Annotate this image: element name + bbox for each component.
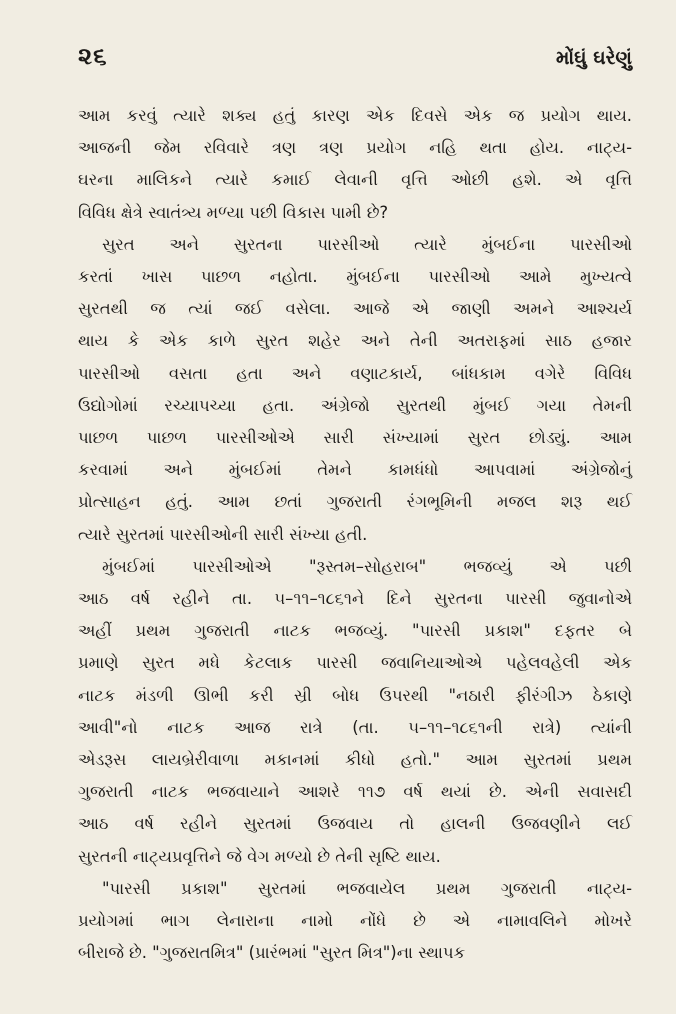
text-line: ત્યારે સુરતમાં પારસીઓની સારી સંખ્યા હતી. [78, 524, 368, 544]
text-line: આઠ વર્ષ રહીને તા. ૫–૧૧–૧૮૬૧ને દિને સુરતના પારસી જુવાનોએ [78, 589, 632, 609]
text-line: આઠ વર્ષ રહીને સુરતમાં ઉજવાય તો હાલની ઉજવણીને લઈ [78, 814, 632, 834]
text-line: અહીં પ્રથમ ગુજરાતી નાટક ભજવ્યું. "પારસી પ્રકાશ" દફતર બે [78, 621, 632, 641]
text-line: ઉદ્યોગોમાં રચ્યાપચ્યા હતા. અંગ્રેજો સુરતથી મુંબઈ ગયા તેમની [78, 395, 632, 415]
text-line: કરવામાં અને મુંબઈમાં તેમને કામધંધો આપવામાં અંગ્રેજોનું [78, 460, 632, 480]
text-line: થાય કે એક કાળે સુરત શહેર અને તેની અતરાફમાં સાઠ હજાર [78, 331, 632, 351]
text-line: નાટક મંડળી ઊભી કરી સ્રી બોધ ઉપરથી "નઠારી ફીરંગીઝ ઠેકાણે [78, 685, 632, 705]
text-line: વિવિધ ક્ષેત્રે સ્વાતંત્ર્ય મળ્યા પછી વિકાસ પામી છે? [78, 202, 389, 222]
paragraph [78, 229, 632, 551]
text-line: આમ કરવું ત્યારે શક્ય હતું કારણ એક દિવસે એક જ પ્રયોગ થાય. [78, 106, 632, 125]
paragraph [78, 873, 632, 970]
text-line: આવી"નો નાટક આજ રાત્રે (તા. ૫–૧૧–૧૮૬૧ની રાત્રે) ત્યાંની [78, 717, 632, 737]
text-line: સુરતથી જ ત્યાં જઈ વસેલા. આજે એ જાણી અમને આશ્ચર્ય [78, 299, 632, 319]
text-line: મુંબઈમાં પારસીઓએ "રૂસ્તમ–સોહરાબ" ભજવ્યું એ પછી [102, 556, 632, 576]
text-line: સુરત અને સુરતના પારસીઓ ત્યારે મુંબઈના પારસીઓ [102, 234, 632, 254]
running-title: મોંઘું ઘરેણું [556, 47, 632, 69]
text-line: ઘરના માલિકને ત્યારે કમાઈ લેવાની વૃત્તિ ઓછી હશે. એ વૃત્તિ [78, 170, 632, 190]
text-line: પ્રયોગમાં ભાગ લેનારાના નામો નોંધે છે એ નામાવલિને મોખરે [78, 911, 632, 931]
text-line: ગુજરાતી નાટક ભજવાયાને આશરે ૧૧૭ વર્ષ થયાં છે. એની સવાસદી [78, 782, 632, 802]
text-line: પારસીઓ વસતા હતા અને વણાટકાર્ય, બાંધકામ વગેરે વિવિધ [78, 363, 632, 383]
text-line: પાછળ પાછળ પારસીઓએ સારી સંખ્યામાં સુરત છોડ્યું. આમ [78, 428, 632, 448]
text-line: પ્રમાણે સુરત મધે કેટલાક પારસી જવાનિયાઓએ પહેલવહેલી એક [78, 653, 632, 673]
text-line: એડરૂસ લાયબ્રેરીવાળા મકાનમાં કીધો હતો." આમ સુરતમાં પ્રથમ [78, 750, 632, 770]
page-header [78, 42, 632, 86]
text-line: "પારસી પ્રકાશ" સુરતમાં ભજવાયેલ પ્રથમ ગુજરાતી નાટ્ય- [102, 878, 632, 898]
paragraph [78, 551, 632, 873]
text-line: સુરતની નાટ્યપ્રવૃત્તિને જે વેગ મળ્યો છે તેની સૃષ્ટિ થાય. [78, 846, 441, 866]
text-line: પ્રોત્સાહન હતું. આમ છતાં ગુજરાતી રંગભૂમિની મજલ શરૂ થઈ [78, 492, 632, 512]
paragraph [78, 100, 632, 229]
body-text [78, 100, 632, 969]
text-line: બીરાજે છે. "ગુજરાતમિત્ર" (પ્રારંભમાં "સુરત મિત્ર")ના સ્થાપક [78, 943, 466, 963]
text-line: કરતાં ખાસ પાછળ નહોતા. મુંબઈના પારસીઓ આમે મુખ્યત્વે [78, 267, 632, 287]
page-number: ૨૬ [78, 42, 108, 70]
text-line: આજની જેમ રવિવારે ત્રણ ત્રણ પ્રયોગ નહિ થતા હોય. નાટ્ય- [78, 138, 632, 158]
